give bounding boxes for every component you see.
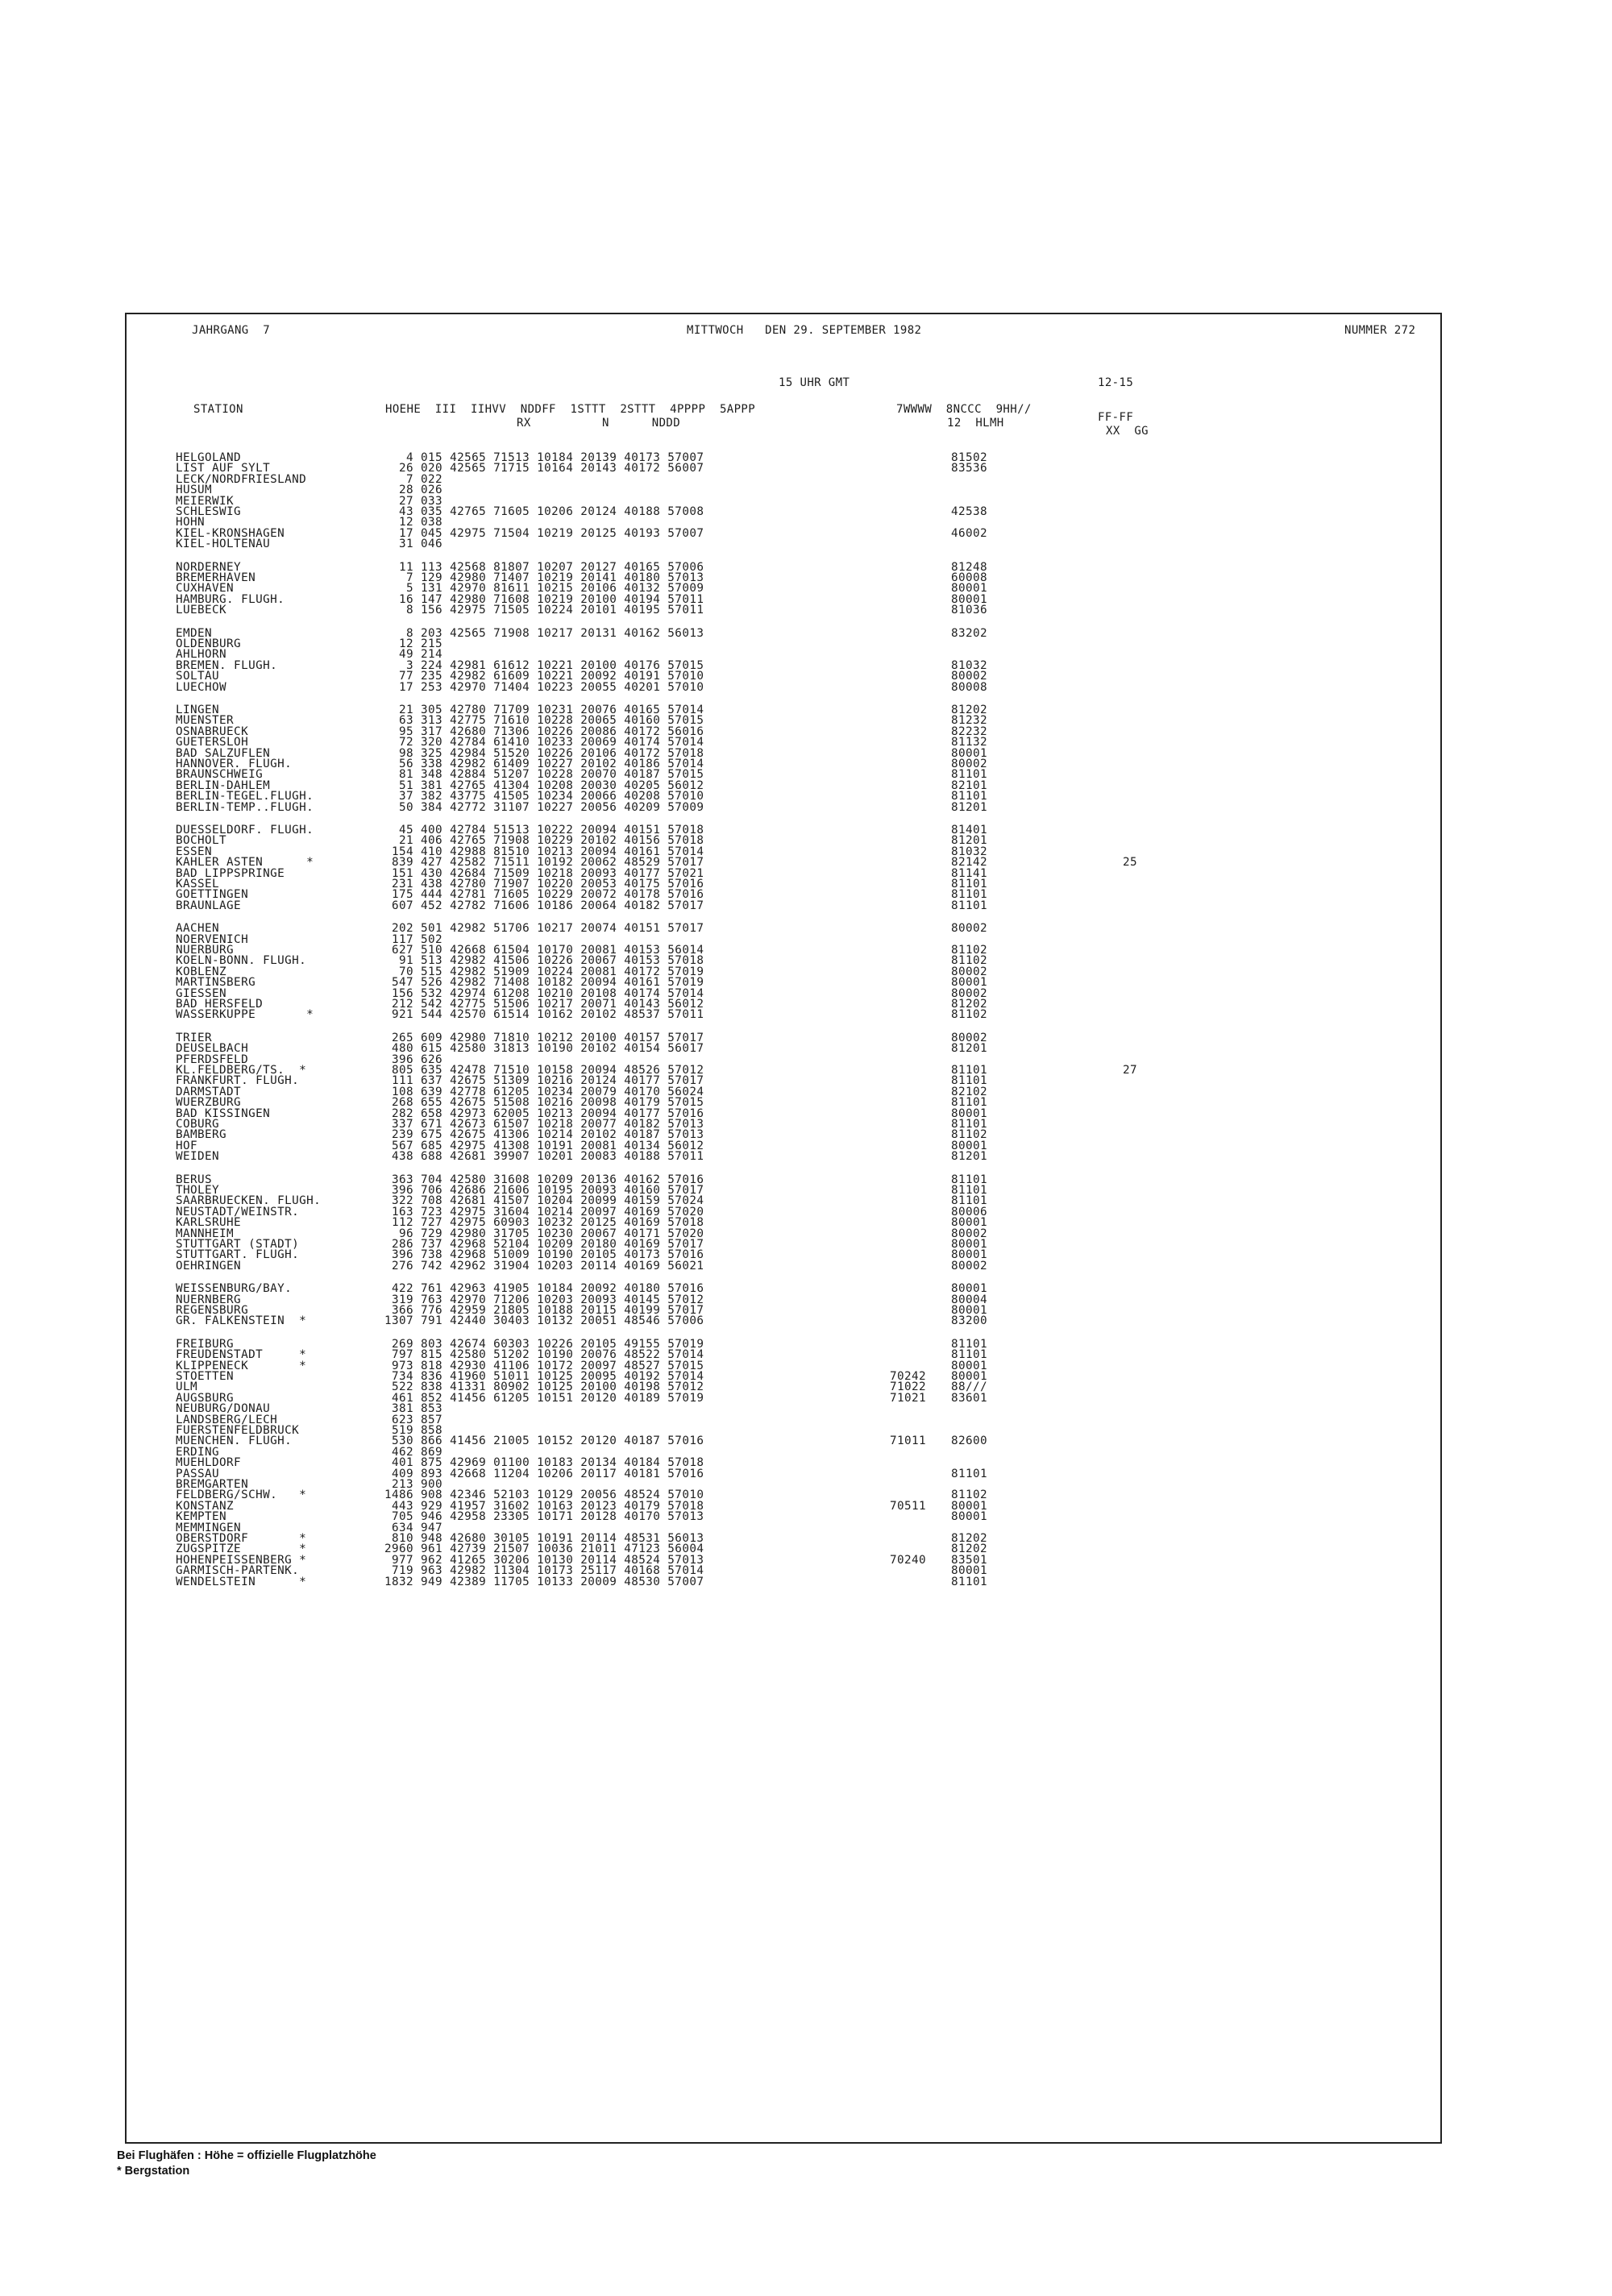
synop-groups: 212 542 42775 51506 10217 20071 40143 56012 — [377, 998, 704, 1011]
synop-groups: 16 147 42980 71608 10219 20100 40194 57011 — [377, 592, 704, 606]
cloud-group: 80002 — [951, 670, 988, 683]
synop-groups: 3 224 42981 61612 10221 20100 40176 57015 — [377, 658, 704, 672]
gust-column-header: FF-FF — [1098, 411, 1134, 424]
station-name: LIST AUF SYLT — [176, 462, 271, 475]
cloud-group: 80001 — [951, 1359, 988, 1372]
station-name: LANDSBERG/LECH — [176, 1413, 278, 1426]
cloud-group: 81101 — [951, 1096, 988, 1110]
cloud-group: 81101 — [951, 888, 988, 902]
station-name: MEIERWIK — [176, 494, 235, 508]
cloud-group: 80002 — [951, 1031, 988, 1044]
weather-group: 71022 — [890, 1381, 927, 1394]
synop-groups: 7 129 42980 71407 10219 20141 40180 57013 — [377, 571, 704, 584]
station-name: REGENSBURG — [176, 1304, 249, 1317]
synop-groups: 719 963 42982 11304 10173 25117 40168 57014 — [377, 1564, 704, 1578]
synop-groups: 8 203 42565 71908 10217 20131 40162 56013 — [377, 626, 704, 640]
weather-group: 71021 — [890, 1391, 927, 1405]
station-name: AHLHORN — [176, 648, 227, 662]
synop-groups: 810 948 42680 30105 10191 20114 48531 56013 — [377, 1532, 704, 1545]
station-name: HOF — [176, 1139, 198, 1152]
station-name: HAMBURG. FLUGH. — [176, 592, 285, 606]
synop-groups: 286 737 42968 52104 10209 20180 40169 57017 — [377, 1238, 704, 1251]
station-name: HOHENPEISSENBERG * — [176, 1553, 307, 1567]
synop-groups: 111 637 42675 51309 10216 20124 40177 57017 — [377, 1074, 704, 1088]
cloud-group: 80001 — [951, 1216, 988, 1230]
gust-value: 25 — [1123, 856, 1138, 870]
cloud-group: 80001 — [951, 1282, 988, 1296]
cloud-group: 81202 — [951, 1542, 988, 1556]
synop-groups: 21 406 42765 71908 10229 20102 40156 57018 — [377, 834, 704, 848]
station-name: BAD KISSINGEN — [176, 1106, 271, 1120]
synop-groups: 269 803 42674 60303 10226 20105 49155 57019 — [377, 1337, 704, 1351]
station-name: KEMPTEN — [176, 1510, 227, 1524]
synop-groups: 213 900 — [377, 1478, 443, 1491]
station-name: COBURG — [176, 1118, 220, 1131]
station-name: SAARBRUECKEN. FLUGH. — [176, 1194, 322, 1208]
synop-groups: 522 838 41331 80902 10125 20100 40198 57012 — [377, 1381, 704, 1394]
station-name: BERLIN-TEGEL.FLUGH. — [176, 790, 314, 803]
code-column-subheader: RX N NDDD — [517, 417, 681, 430]
synop-groups: 49 214 — [377, 648, 443, 662]
synop-groups: 282 658 42973 62005 10213 20094 40177 57016 — [377, 1106, 704, 1120]
synop-groups: 319 763 42970 71206 10203 20093 40145 57012 — [377, 1293, 704, 1306]
synop-groups: 12 038 — [377, 516, 443, 529]
synop-groups: 4 015 42565 71513 10184 20139 40173 57007 — [377, 451, 704, 464]
synop-groups: 70 515 42982 51909 10224 20081 40172 57019 — [377, 965, 704, 978]
station-name: KOBLENZ — [176, 965, 227, 978]
synop-groups: 28 026 — [377, 484, 443, 497]
synop-groups: 5 131 42970 81611 10215 20106 40132 57009 — [377, 582, 704, 596]
footnote-mountain-station: * Bergstation — [117, 2165, 190, 2178]
synop-groups: 567 685 42975 41308 10191 20081 40134 56012 — [377, 1139, 704, 1152]
synop-groups: 51 381 42765 41304 10208 20030 40205 56012 — [377, 778, 704, 792]
station-name: BAD SALZUFLEN — [176, 746, 271, 760]
synop-groups: 21 305 42780 71709 10231 20076 40165 57014 — [377, 704, 704, 716]
synop-groups: 2960 961 42739 21507 10036 21011 47123 56004 — [377, 1542, 704, 1556]
synop-groups: 805 635 42478 71510 10158 20094 48526 57012 — [377, 1064, 704, 1077]
station-name: BAD HERSFELD — [176, 998, 264, 1011]
station-name: NORDERNEY — [176, 560, 242, 574]
station-name: WUERZBURG — [176, 1096, 242, 1110]
cloud-group: 81102 — [951, 1128, 988, 1142]
station-name: DEUSELBACH — [176, 1042, 249, 1056]
report-frame — [125, 313, 1442, 2144]
station-name: WASSERKUPPE * — [176, 1008, 314, 1022]
synop-groups: 396 706 42686 21606 10195 20093 40160 57017 — [377, 1184, 704, 1197]
synop-groups: 56 338 42982 61409 10227 20102 40186 57014 — [377, 758, 704, 770]
cloud-group: 83200 — [951, 1314, 988, 1328]
cloud-group: 81101 — [951, 1064, 988, 1077]
cloud-group: 81102 — [951, 954, 988, 968]
synop-groups: 96 729 42980 31705 10230 20067 40171 57020 — [377, 1227, 704, 1240]
station-name: MUEHLDORF — [176, 1456, 242, 1470]
cloud-group: 81202 — [951, 704, 988, 716]
station-name: DUESSELDORF. FLUGH. — [176, 824, 314, 837]
cloud-group: 80001 — [951, 1248, 988, 1262]
synop-groups: 151 430 42684 71509 10218 20093 40177 57021 — [377, 866, 704, 880]
station-name: WEIDEN — [176, 1150, 220, 1164]
station-name: BREMERHAVEN — [176, 571, 256, 584]
weather-group: 70511 — [890, 1499, 927, 1513]
cloud-group: 82102 — [951, 1085, 988, 1098]
cloud-group: 80001 — [951, 746, 988, 760]
cloud-group: 81101 — [951, 1575, 988, 1588]
station-name: FUERSTENFELDBRUCK — [176, 1424, 300, 1437]
cloud-group: 81101 — [951, 899, 988, 912]
synop-groups: 422 761 42963 41905 10184 20092 40180 57016 — [377, 1282, 704, 1296]
station-name: LECK/NORDFRIESLAND — [176, 472, 307, 486]
station-name: BERLIN-DAHLEM — [176, 778, 271, 792]
station-name: GARMISCH-PARTENK. — [176, 1564, 300, 1578]
station-name: WEISSENBURG/BAY. — [176, 1282, 293, 1296]
synop-groups: 98 325 42984 51520 10226 20106 40172 57018 — [377, 746, 704, 760]
station-name: NEUBURG/DONAU — [176, 1402, 271, 1416]
cloud-group: 81032 — [951, 845, 988, 858]
synop-groups: 117 502 — [377, 932, 443, 946]
cloud-group: 81036 — [951, 604, 988, 617]
synop-groups: 91 513 42982 41506 10226 20067 40153 57018 — [377, 954, 704, 968]
station-name: GOETTINGEN — [176, 888, 249, 902]
synop-groups: 265 609 42980 71810 10212 20100 40157 57017 — [377, 1031, 704, 1044]
cloud-group: 81101 — [951, 1074, 988, 1088]
synop-groups: 734 836 41960 51011 10125 20095 40192 57014 — [377, 1370, 704, 1383]
cloud-group: 81202 — [951, 998, 988, 1011]
cloud-group: 81101 — [951, 1118, 988, 1131]
synop-groups: 519 858 — [377, 1424, 443, 1437]
station-name: THOLEY — [176, 1184, 220, 1197]
station-name: PASSAU — [176, 1467, 220, 1480]
station-name: ERDING — [176, 1445, 220, 1459]
station-name: ZUGSPITZE * — [176, 1542, 307, 1556]
station-name: KIEL-HOLTENAU — [176, 538, 271, 551]
station-name: GIESSEN — [176, 986, 227, 1000]
synop-groups: 322 708 42681 41507 10204 20099 40159 57024 — [377, 1194, 704, 1208]
synop-groups: 50 384 42772 31107 10227 20056 40209 57009 — [377, 800, 704, 814]
station-name: KLIPPENECK * — [176, 1359, 307, 1372]
station-name: BAMBERG — [176, 1128, 227, 1142]
synop-groups: 175 444 42781 71605 10229 20072 40178 57016 — [377, 888, 704, 902]
cloud-group: 80001 — [951, 1510, 988, 1524]
cloud-group: 81101 — [951, 1184, 988, 1197]
synop-groups: 37 382 43775 41505 10234 20066 40208 57010 — [377, 790, 704, 803]
gust-column-subheader: XX GG — [1106, 425, 1149, 438]
synop-groups: 163 723 42975 31604 10214 20097 40169 57020 — [377, 1205, 704, 1219]
station-name: BAD LIPPSPRINGE — [176, 866, 285, 880]
station-name: BRAUNLAGE — [176, 899, 242, 912]
station-name: OLDENBURG — [176, 637, 242, 650]
station-name: WENDELSTEIN * — [176, 1575, 307, 1588]
synop-groups: 72 320 42784 61410 10233 20069 40174 57014 — [377, 736, 704, 749]
station-name: KIEL-KRONSHAGEN — [176, 526, 285, 540]
synop-groups: 63 313 42775 71610 10228 20065 40160 57015 — [377, 714, 704, 728]
synop-groups: 797 815 42580 51202 10190 20076 48522 57014 — [377, 1348, 704, 1362]
station-name: ESSEN — [176, 845, 213, 858]
station-name: LUEBECK — [176, 604, 227, 617]
synop-groups: 239 675 42675 41306 10214 20102 40187 57013 — [377, 1128, 704, 1142]
station-name: OEHRINGEN — [176, 1259, 242, 1273]
cloud-group: 46002 — [951, 526, 988, 540]
weather-group: 71011 — [890, 1434, 927, 1448]
synop-groups: 108 639 42778 61205 10234 20079 40170 56024 — [377, 1085, 704, 1098]
cloud-group: 81502 — [951, 451, 988, 464]
cloud-group: 81101 — [951, 1348, 988, 1362]
station-name: MANNHEIM — [176, 1227, 235, 1240]
cloud-group: 88/// — [951, 1381, 988, 1394]
synop-groups: 154 410 42988 81510 10213 20094 40161 57014 — [377, 845, 704, 858]
cloud-group: 80001 — [951, 592, 988, 606]
observation-time: 15 UHR GMT — [779, 376, 850, 389]
cloud-group: 81201 — [951, 800, 988, 814]
report-date: MITTWOCH DEN 29. SEPTEMBER 1982 — [687, 324, 922, 337]
station-name: AUGSBURG — [176, 1391, 235, 1405]
cloud-group: 81201 — [951, 1042, 988, 1056]
station-name: BREMEN. FLUGH. — [176, 658, 278, 672]
synop-groups: 276 742 42962 31904 10203 20114 40169 56021 — [377, 1259, 704, 1273]
cloud-group: 81202 — [951, 1532, 988, 1545]
cloud-group: 81201 — [951, 1150, 988, 1164]
cloud-group: 80004 — [951, 1293, 988, 1306]
station-name: BERLIN-TEMP..FLUGH. — [176, 800, 314, 814]
synop-groups: 81 348 42884 51207 10228 20070 40187 57015 — [377, 768, 704, 782]
synop-groups: 705 946 42958 23305 10171 20128 40170 57013 — [377, 1510, 704, 1524]
station-name: FELDBERG/SCHW. * — [176, 1488, 307, 1502]
station-name: HANNOVER. FLUGH. — [176, 758, 293, 770]
cloud-group: 81101 — [951, 878, 988, 891]
synop-groups: 973 818 42930 41106 10172 20097 48527 57015 — [377, 1359, 704, 1372]
cloud-group: 80002 — [951, 1259, 988, 1273]
cloud-group: 80001 — [951, 1499, 988, 1513]
synop-groups: 443 929 41957 31602 10163 20123 40179 57018 — [377, 1499, 704, 1513]
synop-groups: 8 156 42975 71505 10224 20101 40195 57011 — [377, 604, 704, 617]
station-name: GR. FALKENSTEIN * — [176, 1314, 307, 1328]
synop-groups: 231 438 42780 71907 10220 20053 40175 57016 — [377, 878, 704, 891]
station-name: MARTINSBERG — [176, 976, 256, 990]
synop-groups: 409 893 42668 11204 10206 20117 40181 57016 — [377, 1467, 704, 1480]
synop-groups: 381 853 — [377, 1402, 443, 1416]
station-name: BOCHOLT — [176, 834, 227, 848]
cloud-group: 81248 — [951, 560, 988, 574]
station-name: HELGOLAND — [176, 451, 242, 464]
weather-group: 70242 — [890, 1370, 927, 1383]
synop-groups: 627 510 42668 61504 10170 20081 40153 56014 — [377, 944, 704, 957]
weather-group: 70240 — [890, 1553, 927, 1567]
station-name: FRANKFURT. FLUGH. — [176, 1074, 300, 1088]
cloud-group: 80001 — [951, 1564, 988, 1578]
cloud-group: 80002 — [951, 922, 988, 936]
cloud-group: 81201 — [951, 834, 988, 848]
station-name: STUTTGART. FLUGH. — [176, 1248, 300, 1262]
synop-groups: 921 544 42570 61514 10162 20102 48537 57011 — [377, 1008, 704, 1022]
cloud-column-subheader: 12 HLMH — [947, 417, 1004, 430]
synop-groups: 366 776 42959 21805 10188 20115 40199 57017 — [377, 1304, 704, 1317]
cloud-group: 81132 — [951, 736, 988, 749]
station-name: MUENCHEN. FLUGH. — [176, 1434, 293, 1448]
synop-groups: 547 526 42982 71408 10182 20094 40161 57019 — [377, 976, 704, 990]
footnote-airport-height: Bei Flughäfen : Höhe = offizielle Flugplatzhöhe — [117, 2149, 376, 2162]
station-name: EMDEN — [176, 626, 213, 640]
code-column-header: HOEHE III IIHVV NDDFF 1STTT 2STTT 4PPPP 5APPP — [385, 403, 756, 416]
cloud-group: 81141 — [951, 866, 988, 880]
station-name: LUECHOW — [176, 680, 227, 694]
station-name: HOHN — [176, 516, 206, 529]
station-name: STUTTGART (STADT) — [176, 1238, 300, 1251]
cloud-group: 80002 — [951, 965, 988, 978]
cloud-group: 80002 — [951, 758, 988, 770]
station-name: BERUS — [176, 1173, 213, 1186]
synop-groups: 530 866 41456 21005 10152 20120 40187 57016 — [377, 1434, 704, 1448]
synop-groups: 1832 949 42389 11705 10133 20009 48530 57007 — [377, 1575, 704, 1588]
station-name: NUERNBERG — [176, 1293, 242, 1306]
cloud-group: 81101 — [951, 1194, 988, 1208]
synop-groups: 607 452 42782 71606 10186 20064 40182 57017 — [377, 899, 704, 912]
station-name: LINGEN — [176, 704, 220, 716]
cloud-group: 82142 — [951, 856, 988, 870]
station-name: AACHEN — [176, 922, 220, 936]
volume-label: JAHRGANG 7 — [192, 324, 271, 337]
cloud-column-header: 7WWWW 8NCCC 9HH// — [896, 403, 1032, 416]
synop-groups: 1486 908 42346 52103 10129 20056 48524 57010 — [377, 1488, 704, 1502]
synop-groups: 623 857 — [377, 1413, 443, 1426]
synop-groups: 112 727 42975 60903 10232 20125 40169 57018 — [377, 1216, 704, 1230]
station-name: BREMGARTEN — [176, 1478, 249, 1491]
synop-groups: 1307 791 42440 30403 10132 20051 48546 57006 — [377, 1314, 704, 1328]
synop-groups: 363 704 42580 31608 10209 20136 40162 57016 — [377, 1173, 704, 1186]
station-name: STOETTEN — [176, 1370, 235, 1383]
station-name: HUSUM — [176, 484, 213, 497]
station-name: KONSTANZ — [176, 1499, 235, 1513]
synop-groups: 461 852 41456 61205 10151 20120 40189 57019 — [377, 1391, 704, 1405]
cloud-group: 81101 — [951, 1337, 988, 1351]
cloud-group: 60008 — [951, 571, 988, 584]
station-name: NUERBURG — [176, 944, 235, 957]
synop-groups: 202 501 42982 51706 10217 20074 40151 57017 — [377, 922, 704, 936]
station-name: KASSEL — [176, 878, 220, 891]
station-name: MEMMINGEN — [176, 1521, 242, 1534]
station-name: SOLTAU — [176, 670, 220, 683]
synop-groups: 12 215 — [377, 637, 443, 650]
cloud-group: 80001 — [951, 1304, 988, 1317]
cloud-group: 83501 — [951, 1553, 988, 1567]
synop-groups: 462 869 — [377, 1445, 443, 1459]
cloud-group: 81101 — [951, 790, 988, 803]
synop-groups: 11 113 42568 81807 10207 20127 40165 57006 — [377, 560, 704, 574]
station-name: KOELN-BONN. FLUGH. — [176, 954, 307, 968]
cloud-group: 80002 — [951, 1227, 988, 1240]
group-range: 12-15 — [1098, 376, 1134, 389]
station-name: NOERVENICH — [176, 932, 249, 946]
synop-groups: 43 035 42765 71605 10206 20124 40188 57008 — [377, 505, 704, 518]
synop-groups: 77 235 42982 61609 10221 20092 40191 57010 — [377, 670, 704, 683]
synop-groups: 396 626 — [377, 1053, 443, 1066]
synop-groups: 31 046 — [377, 538, 443, 551]
cloud-group: 80001 — [951, 1106, 988, 1120]
station-name: KAHLER ASTEN * — [176, 856, 314, 870]
synop-groups: 26 020 42565 71715 10164 20143 40172 56007 — [377, 462, 704, 475]
cloud-group: 81101 — [951, 1173, 988, 1186]
cloud-group: 80008 — [951, 680, 988, 694]
synop-groups: 337 671 42673 61507 10218 20077 40182 57013 — [377, 1118, 704, 1131]
synop-groups: 17 253 42970 71404 10223 20055 40201 57010 — [377, 680, 704, 694]
station-column-header: STATION — [193, 403, 243, 416]
station-name: TRIER — [176, 1031, 213, 1044]
cloud-group: 81232 — [951, 714, 988, 728]
synop-groups: 156 532 42974 61208 10210 20108 40174 57014 — [377, 986, 704, 1000]
station-name: KARLSRUHE — [176, 1216, 242, 1230]
station-name: SCHLESWIG — [176, 505, 242, 518]
station-name: FREIBURG — [176, 1337, 235, 1351]
station-name: MUENSTER — [176, 714, 235, 728]
station-name: CUXHAVEN — [176, 582, 235, 596]
cloud-group: 82232 — [951, 725, 988, 738]
station-name: NEUSTADT/WEINSTR. — [176, 1205, 300, 1219]
cloud-group: 81101 — [951, 768, 988, 782]
synop-groups: 45 400 42784 51513 10222 20094 40151 57018 — [377, 824, 704, 837]
synop-groups: 17 045 42975 71504 10219 20125 40193 57007 — [377, 526, 704, 540]
station-name: DARMSTADT — [176, 1085, 242, 1098]
cloud-group: 80001 — [951, 1238, 988, 1251]
cloud-group: 81102 — [951, 1008, 988, 1022]
cloud-group: 80001 — [951, 582, 988, 596]
synop-groups: 396 738 42968 51009 10190 20105 40173 57016 — [377, 1248, 704, 1262]
cloud-group: 81102 — [951, 944, 988, 957]
synop-groups: 268 655 42675 51508 10216 20098 40179 57015 — [377, 1096, 704, 1110]
gust-value: 27 — [1123, 1064, 1138, 1077]
synop-groups: 977 962 41265 30206 10130 20114 48524 57013 — [377, 1553, 704, 1567]
synop-groups: 95 317 42680 71306 10226 20086 40172 56016 — [377, 725, 704, 738]
cloud-group: 42538 — [951, 505, 988, 518]
station-name: BRAUNSCHWEIG — [176, 768, 264, 782]
synop-groups: 480 615 42580 31813 10190 20102 40154 56017 — [377, 1042, 704, 1056]
synop-groups: 634 947 — [377, 1521, 443, 1534]
cloud-group: 82600 — [951, 1434, 988, 1448]
station-name: OSNABRUECK — [176, 725, 249, 738]
synop-groups: 7 022 — [377, 472, 443, 486]
cloud-group: 81401 — [951, 824, 988, 837]
station-name: FREUDENSTADT * — [176, 1348, 307, 1362]
synop-groups: 401 875 42969 01100 10183 20134 40184 57018 — [377, 1456, 704, 1470]
cloud-group: 80001 — [951, 976, 988, 990]
station-name: OBERSTDORF * — [176, 1532, 307, 1545]
report-number: NUMMER 272 — [1344, 324, 1416, 337]
cloud-group: 80001 — [951, 1370, 988, 1383]
cloud-group: 81102 — [951, 1488, 988, 1502]
cloud-group: 80006 — [951, 1205, 988, 1219]
cloud-group: 83601 — [951, 1391, 988, 1405]
station-name: PFERDSFELD — [176, 1053, 249, 1066]
station-name: KL.FELDBERG/TS. * — [176, 1064, 307, 1077]
cloud-group: 80002 — [951, 986, 988, 1000]
cloud-group: 81032 — [951, 658, 988, 672]
station-name: ULM — [176, 1381, 198, 1394]
synop-groups: 438 688 42681 39907 10201 20083 40188 57011 — [377, 1150, 704, 1164]
cloud-group: 80001 — [951, 1139, 988, 1152]
cloud-group: 83202 — [951, 626, 988, 640]
station-name: GUETERSLOH — [176, 736, 249, 749]
cloud-group: 81101 — [951, 1467, 988, 1480]
synop-groups: 27 033 — [377, 494, 443, 508]
cloud-group: 82101 — [951, 778, 988, 792]
cloud-group: 83536 — [951, 462, 988, 475]
synop-groups: 839 427 42582 71511 10192 20062 48529 57017 — [377, 856, 704, 870]
